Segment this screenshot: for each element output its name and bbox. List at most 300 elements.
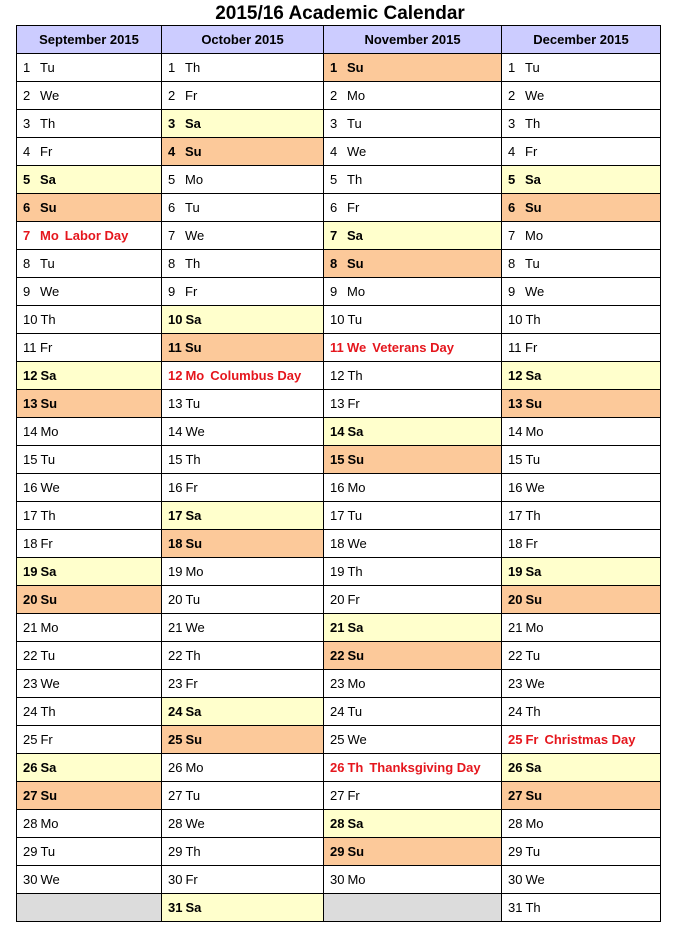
day-cell bbox=[324, 866, 502, 894]
day-number: 11 bbox=[23, 340, 37, 355]
weekday-label: Th bbox=[185, 256, 201, 271]
day-cell bbox=[17, 250, 162, 278]
day-row bbox=[17, 334, 661, 362]
day-number: 12 bbox=[168, 368, 183, 383]
day-cell bbox=[502, 586, 661, 614]
day-number: 17 bbox=[23, 508, 38, 523]
day-number: 7 bbox=[168, 228, 176, 243]
day-number: 18 bbox=[330, 536, 345, 551]
day-cell bbox=[324, 586, 502, 614]
weekday-label: Fr bbox=[185, 284, 198, 299]
weekday-label: Su bbox=[40, 200, 57, 215]
day-number: 19 bbox=[168, 564, 183, 579]
day-cell bbox=[162, 866, 324, 894]
day-row bbox=[17, 894, 661, 922]
day-cell bbox=[162, 670, 324, 698]
day-cell bbox=[502, 418, 661, 446]
day-cell bbox=[324, 474, 502, 502]
day-cell bbox=[502, 530, 661, 558]
day-number: 19 bbox=[508, 564, 523, 579]
weekday-label: Mo bbox=[40, 816, 59, 831]
weekday-label: We bbox=[185, 816, 205, 831]
day-number: 9 bbox=[168, 284, 176, 299]
day-cell bbox=[17, 390, 162, 418]
day-cell bbox=[162, 894, 324, 922]
day-cell bbox=[17, 698, 162, 726]
day-cell bbox=[502, 278, 661, 306]
day-number: 23 bbox=[168, 676, 183, 691]
day-cell bbox=[162, 614, 324, 642]
weekday-label: Sa bbox=[525, 368, 542, 383]
weekday-label: Tu bbox=[525, 452, 541, 467]
weekday-label: Sa bbox=[40, 564, 57, 579]
day-number: 12 bbox=[23, 368, 38, 383]
day-number: 10 bbox=[330, 312, 345, 327]
weekday-label: Fr bbox=[525, 340, 538, 355]
day-cell bbox=[324, 782, 502, 810]
day-cell bbox=[324, 530, 502, 558]
day-number: 29 bbox=[168, 844, 183, 859]
weekday-label: Mo bbox=[347, 872, 366, 887]
weekday-label: Sa bbox=[185, 116, 201, 131]
day-number: 21 bbox=[168, 620, 183, 635]
day-cell bbox=[17, 362, 162, 390]
day-row bbox=[17, 390, 661, 418]
day-cell bbox=[17, 166, 162, 194]
day-number: 26 bbox=[508, 760, 523, 775]
day-cell bbox=[324, 278, 502, 306]
day-cell bbox=[324, 838, 502, 866]
day-number: 26 bbox=[330, 760, 345, 775]
day-cell bbox=[502, 698, 661, 726]
weekday-label: Mo bbox=[525, 424, 544, 439]
day-number: 27 bbox=[330, 788, 345, 803]
weekday-label: Tu bbox=[347, 116, 362, 131]
day-number: 11 bbox=[508, 340, 522, 355]
weekday-label: Th bbox=[40, 704, 56, 719]
weekday-label: We bbox=[525, 480, 545, 495]
day-number: 28 bbox=[23, 816, 38, 831]
day-cell bbox=[162, 642, 324, 670]
weekday-label: We bbox=[185, 620, 205, 635]
weekday-label: Su bbox=[347, 648, 365, 663]
weekday-label: Su bbox=[40, 592, 58, 607]
weekday-label: We bbox=[525, 676, 545, 691]
weekday-label: Su bbox=[185, 144, 202, 159]
day-cell bbox=[17, 110, 162, 138]
day-cell bbox=[162, 110, 324, 138]
weekday-label: Tu bbox=[185, 396, 201, 411]
day-number: 24 bbox=[168, 704, 183, 719]
day-number: 23 bbox=[23, 676, 38, 691]
day-cell bbox=[324, 726, 502, 754]
weekday-label: Mo bbox=[185, 172, 204, 187]
weekday-label: Su bbox=[347, 844, 365, 859]
day-number: 12 bbox=[508, 368, 523, 383]
weekday-label: Th bbox=[347, 172, 363, 187]
weekday-label: Fr bbox=[185, 480, 198, 495]
day-cell bbox=[17, 866, 162, 894]
weekday-label: We bbox=[347, 536, 367, 551]
weekday-label: Th bbox=[185, 60, 201, 75]
day-row bbox=[17, 670, 661, 698]
weekday-label: Th bbox=[185, 452, 201, 467]
weekday-label: Tu bbox=[40, 256, 55, 271]
day-cell bbox=[162, 390, 324, 418]
day-cell bbox=[324, 334, 502, 362]
day-cell bbox=[17, 642, 162, 670]
day-cell bbox=[324, 110, 502, 138]
day-number: 16 bbox=[23, 480, 38, 495]
day-number: 8 bbox=[168, 256, 176, 271]
day-cell bbox=[17, 446, 162, 474]
weekday-label: Su bbox=[525, 200, 542, 215]
day-cell bbox=[324, 558, 502, 586]
weekday-label: Th bbox=[525, 508, 541, 523]
day-cell bbox=[162, 278, 324, 306]
day-number: 28 bbox=[330, 816, 345, 831]
day-cell bbox=[502, 390, 661, 418]
day-cell bbox=[162, 558, 324, 586]
day-number: 15 bbox=[168, 452, 183, 467]
day-cell bbox=[502, 810, 661, 838]
weekday-label: We bbox=[40, 88, 60, 103]
weekday-label: Th bbox=[347, 564, 363, 579]
day-number: 10 bbox=[23, 312, 38, 327]
day-number: 18 bbox=[168, 536, 183, 551]
weekday-label: Tu bbox=[40, 452, 56, 467]
weekday-label: Tu bbox=[525, 60, 540, 75]
day-cell bbox=[324, 670, 502, 698]
day-number: 27 bbox=[508, 788, 523, 803]
page-title: 2015/16 Academic Calendar bbox=[215, 3, 465, 24]
weekday-label: Th bbox=[185, 844, 201, 859]
day-cell bbox=[17, 82, 162, 110]
day-cell bbox=[502, 446, 661, 474]
day-cell bbox=[162, 362, 324, 390]
weekday-label: We bbox=[347, 340, 367, 355]
weekday-label: Su bbox=[525, 788, 543, 803]
day-number: 22 bbox=[508, 648, 523, 663]
day-row bbox=[17, 362, 661, 390]
weekday-label: Mo bbox=[347, 480, 366, 495]
day-row bbox=[17, 642, 661, 670]
weekday-label: Fr bbox=[347, 396, 360, 411]
day-cell bbox=[502, 726, 661, 754]
day-cell bbox=[17, 474, 162, 502]
holiday-label: Veterans Day bbox=[372, 340, 454, 355]
day-number: 15 bbox=[508, 452, 523, 467]
weekday-label: Mo bbox=[525, 228, 544, 243]
day-cell bbox=[324, 614, 502, 642]
day-number: 13 bbox=[330, 396, 345, 411]
day-cell bbox=[502, 614, 661, 642]
day-row bbox=[17, 82, 661, 110]
day-cell bbox=[324, 194, 502, 222]
day-number: 15 bbox=[330, 452, 345, 467]
day-number: 23 bbox=[330, 676, 345, 691]
day-number: 22 bbox=[23, 648, 38, 663]
weekday-label: Tu bbox=[185, 788, 201, 803]
day-cell bbox=[162, 194, 324, 222]
day-number: 8 bbox=[330, 256, 338, 271]
day-number: 26 bbox=[168, 760, 183, 775]
weekday-label: Tu bbox=[40, 844, 56, 859]
day-cell bbox=[17, 334, 162, 362]
day-cell bbox=[324, 390, 502, 418]
weekday-label: Th bbox=[347, 760, 364, 775]
day-number: 5 bbox=[508, 172, 516, 187]
day-cell bbox=[17, 586, 162, 614]
day-row bbox=[17, 782, 661, 810]
weekday-label: Fr bbox=[347, 592, 360, 607]
day-row bbox=[17, 838, 661, 866]
day-cell bbox=[502, 754, 661, 782]
day-number: 17 bbox=[330, 508, 345, 523]
day-number: 29 bbox=[330, 844, 345, 859]
empty-day-cell bbox=[17, 894, 162, 922]
day-cell bbox=[162, 810, 324, 838]
day-number: 12 bbox=[330, 368, 345, 383]
day-cell bbox=[17, 558, 162, 586]
day-number: 11 bbox=[168, 340, 182, 355]
weekday-label: Fr bbox=[40, 732, 53, 747]
day-number: 29 bbox=[508, 844, 523, 859]
holiday-label: Labor Day bbox=[64, 228, 129, 243]
day-row bbox=[17, 558, 661, 586]
day-number: 22 bbox=[168, 648, 183, 663]
day-number: 24 bbox=[23, 704, 38, 719]
day-cell bbox=[324, 502, 502, 530]
day-number: 3 bbox=[508, 116, 516, 131]
day-number: 17 bbox=[168, 508, 183, 523]
day-cell bbox=[324, 250, 502, 278]
day-number: 6 bbox=[508, 200, 516, 215]
day-cell bbox=[162, 726, 324, 754]
weekday-label: Th bbox=[525, 704, 541, 719]
day-number: 28 bbox=[168, 816, 183, 831]
day-row bbox=[17, 474, 661, 502]
day-number: 7 bbox=[330, 228, 338, 243]
day-number: 1 bbox=[508, 60, 516, 75]
weekday-label: Tu bbox=[185, 200, 200, 215]
day-row bbox=[17, 110, 661, 138]
weekday-label: Sa bbox=[525, 760, 542, 775]
day-cell bbox=[162, 250, 324, 278]
weekday-label: Su bbox=[347, 256, 364, 271]
day-cell bbox=[502, 838, 661, 866]
weekday-label: We bbox=[185, 424, 205, 439]
weekday-label: Mo bbox=[525, 620, 544, 635]
day-cell bbox=[502, 670, 661, 698]
holiday-label: Christmas Day bbox=[544, 732, 636, 747]
day-number: 11 bbox=[330, 340, 344, 355]
day-number: 4 bbox=[168, 144, 176, 159]
day-cell bbox=[17, 278, 162, 306]
weekday-label: We bbox=[185, 228, 205, 243]
weekday-label: Th bbox=[525, 900, 541, 915]
weekday-label: We bbox=[40, 480, 60, 495]
holiday-label: Thanksgiving Day bbox=[369, 760, 481, 775]
weekday-label: Sa bbox=[347, 816, 364, 831]
day-cell bbox=[17, 54, 162, 82]
day-cell bbox=[502, 558, 661, 586]
day-cell bbox=[324, 138, 502, 166]
day-row bbox=[17, 614, 661, 642]
day-cell bbox=[324, 698, 502, 726]
day-row bbox=[17, 866, 661, 894]
weekday-label: Tu bbox=[525, 256, 540, 271]
weekday-label: We bbox=[40, 872, 60, 887]
day-number: 14 bbox=[508, 424, 523, 439]
month-header: September 2015 bbox=[17, 26, 162, 54]
day-cell bbox=[162, 446, 324, 474]
weekday-label: Tu bbox=[347, 508, 363, 523]
day-row bbox=[17, 726, 661, 754]
day-number: 19 bbox=[23, 564, 38, 579]
day-row bbox=[17, 810, 661, 838]
day-row bbox=[17, 754, 661, 782]
weekday-label: Tu bbox=[40, 60, 55, 75]
day-number: 16 bbox=[508, 480, 523, 495]
day-number: 6 bbox=[23, 200, 31, 215]
day-row bbox=[17, 278, 661, 306]
day-cell bbox=[17, 810, 162, 838]
day-number: 20 bbox=[508, 592, 523, 607]
weekday-label: Su bbox=[525, 396, 543, 411]
day-number: 18 bbox=[508, 536, 523, 551]
day-number: 31 bbox=[508, 900, 523, 915]
holiday-label: Columbus Day bbox=[210, 368, 302, 383]
weekday-label: Fr bbox=[525, 536, 538, 551]
day-cell bbox=[162, 530, 324, 558]
day-cell bbox=[162, 754, 324, 782]
day-row bbox=[17, 530, 661, 558]
weekday-label: Th bbox=[40, 116, 56, 131]
weekday-label: Sa bbox=[185, 312, 202, 327]
day-cell bbox=[324, 810, 502, 838]
weekday-label: Sa bbox=[40, 760, 57, 775]
day-number: 2 bbox=[168, 88, 176, 103]
weekday-label: Mo bbox=[40, 228, 59, 243]
day-row bbox=[17, 586, 661, 614]
day-cell bbox=[162, 502, 324, 530]
day-number: 13 bbox=[168, 396, 183, 411]
day-number: 5 bbox=[330, 172, 338, 187]
day-cell bbox=[324, 642, 502, 670]
weekday-label: Su bbox=[525, 592, 543, 607]
day-number: 6 bbox=[330, 200, 338, 215]
weekday-label: Su bbox=[185, 536, 203, 551]
day-cell bbox=[17, 306, 162, 334]
day-cell bbox=[502, 222, 661, 250]
weekday-label: Th bbox=[185, 648, 201, 663]
day-number: 31 bbox=[168, 900, 183, 915]
day-row bbox=[17, 698, 661, 726]
day-number: 23 bbox=[508, 676, 523, 691]
day-number: 26 bbox=[23, 760, 38, 775]
weekday-label: Fr bbox=[40, 144, 53, 159]
weekday-label: Su bbox=[347, 452, 365, 467]
day-number: 14 bbox=[330, 424, 345, 439]
day-number: 4 bbox=[330, 144, 338, 159]
weekday-label: Fr bbox=[525, 144, 538, 159]
weekday-label: Th bbox=[525, 116, 541, 131]
weekday-label: Su bbox=[347, 60, 364, 75]
weekday-label: Su bbox=[40, 396, 58, 411]
day-number: 9 bbox=[23, 284, 31, 299]
weekday-label: Tu bbox=[347, 312, 363, 327]
day-cell bbox=[502, 474, 661, 502]
day-cell bbox=[17, 194, 162, 222]
day-number: 9 bbox=[330, 284, 338, 299]
weekday-label: Th bbox=[40, 312, 56, 327]
day-cell bbox=[17, 222, 162, 250]
day-cell bbox=[324, 446, 502, 474]
day-cell bbox=[324, 222, 502, 250]
day-number: 25 bbox=[330, 732, 345, 747]
day-number: 27 bbox=[168, 788, 183, 803]
day-number: 30 bbox=[508, 872, 523, 887]
day-cell bbox=[162, 698, 324, 726]
day-number: 7 bbox=[23, 228, 31, 243]
day-number: 25 bbox=[23, 732, 38, 747]
day-number: 20 bbox=[23, 592, 38, 607]
day-cell bbox=[324, 306, 502, 334]
day-number: 16 bbox=[168, 480, 183, 495]
day-cell bbox=[17, 726, 162, 754]
weekday-label: Th bbox=[40, 508, 56, 523]
day-number: 20 bbox=[330, 592, 345, 607]
day-cell bbox=[502, 782, 661, 810]
day-number: 30 bbox=[23, 872, 38, 887]
weekday-label: Sa bbox=[185, 508, 202, 523]
day-cell bbox=[324, 54, 502, 82]
weekday-label: Th bbox=[525, 312, 541, 327]
day-cell bbox=[502, 334, 661, 362]
day-cell bbox=[162, 306, 324, 334]
day-cell bbox=[17, 782, 162, 810]
weekday-label: Mo bbox=[185, 368, 205, 383]
day-row bbox=[17, 502, 661, 530]
day-cell bbox=[162, 474, 324, 502]
weekday-label: Tu bbox=[40, 648, 56, 663]
weekday-label: Mo bbox=[347, 284, 366, 299]
day-number: 25 bbox=[168, 732, 183, 747]
day-cell bbox=[162, 166, 324, 194]
day-cell bbox=[162, 54, 324, 82]
day-number: 21 bbox=[23, 620, 38, 635]
day-number: 30 bbox=[168, 872, 183, 887]
weekday-label: Sa bbox=[347, 620, 364, 635]
weekday-label: We bbox=[347, 732, 367, 747]
day-cell bbox=[502, 306, 661, 334]
day-number: 1 bbox=[23, 60, 31, 75]
weekday-label: Mo bbox=[347, 88, 366, 103]
calendar-body bbox=[17, 54, 661, 922]
month-header-row bbox=[17, 26, 661, 54]
weekday-label: Su bbox=[40, 788, 58, 803]
day-number: 14 bbox=[23, 424, 38, 439]
weekday-label: Sa bbox=[347, 228, 363, 243]
day-cell bbox=[502, 866, 661, 894]
day-row bbox=[17, 54, 661, 82]
day-cell bbox=[502, 110, 661, 138]
day-cell bbox=[17, 418, 162, 446]
day-cell bbox=[17, 838, 162, 866]
day-cell bbox=[502, 250, 661, 278]
weekday-label: Sa bbox=[40, 368, 57, 383]
